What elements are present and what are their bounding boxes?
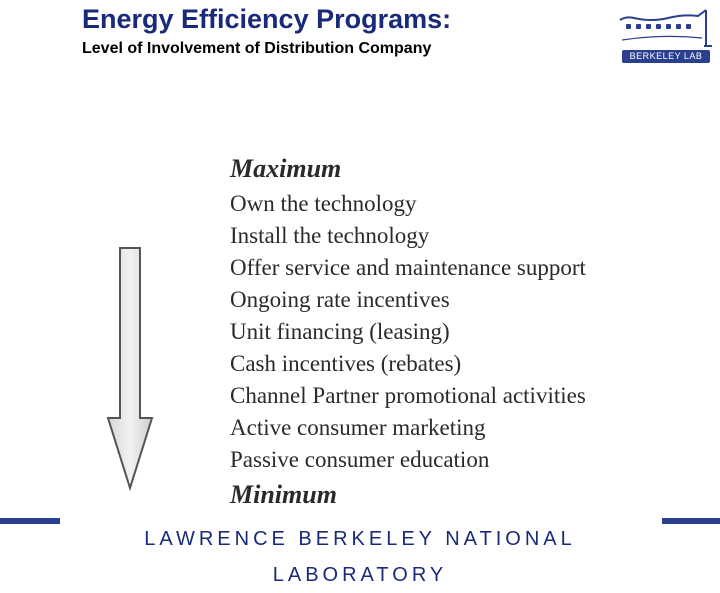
list-item: Own the technology <box>230 191 417 216</box>
list-item: Channel Partner promotional activities <box>230 383 586 408</box>
footer-bar-right <box>662 518 720 524</box>
berkeley-lab-logo <box>612 2 720 66</box>
list-item: Passive consumer education <box>230 447 490 472</box>
list-item: Active consumer marketing <box>230 415 486 440</box>
list-item: Unit financing (leasing) <box>230 319 450 344</box>
list-item: Cash incentives (rebates) <box>230 351 462 376</box>
list-item: Offer service and maintenance support <box>230 255 586 280</box>
minimum-label: Minimum <box>230 480 337 509</box>
down-arrow-icon <box>106 246 154 490</box>
footer-text: LAWRENCE BERKELEY NATIONAL LABORATORY <box>144 528 576 586</box>
list-item: Install the technology <box>230 223 430 248</box>
footer-bar-left <box>0 518 60 524</box>
list-item: Ongoing rate incentives <box>230 287 450 312</box>
logo-label: BERKELEY LAB <box>622 50 710 63</box>
berkeley-lab-logo-icon <box>612 2 720 50</box>
slide-title: Energy Efficiency Programs: <box>82 4 452 34</box>
slide-subtitle: Level of Involvement of Distribution Company <box>82 40 432 57</box>
maximum-label: Maximum <box>230 154 342 183</box>
involvement-list <box>230 150 586 514</box>
